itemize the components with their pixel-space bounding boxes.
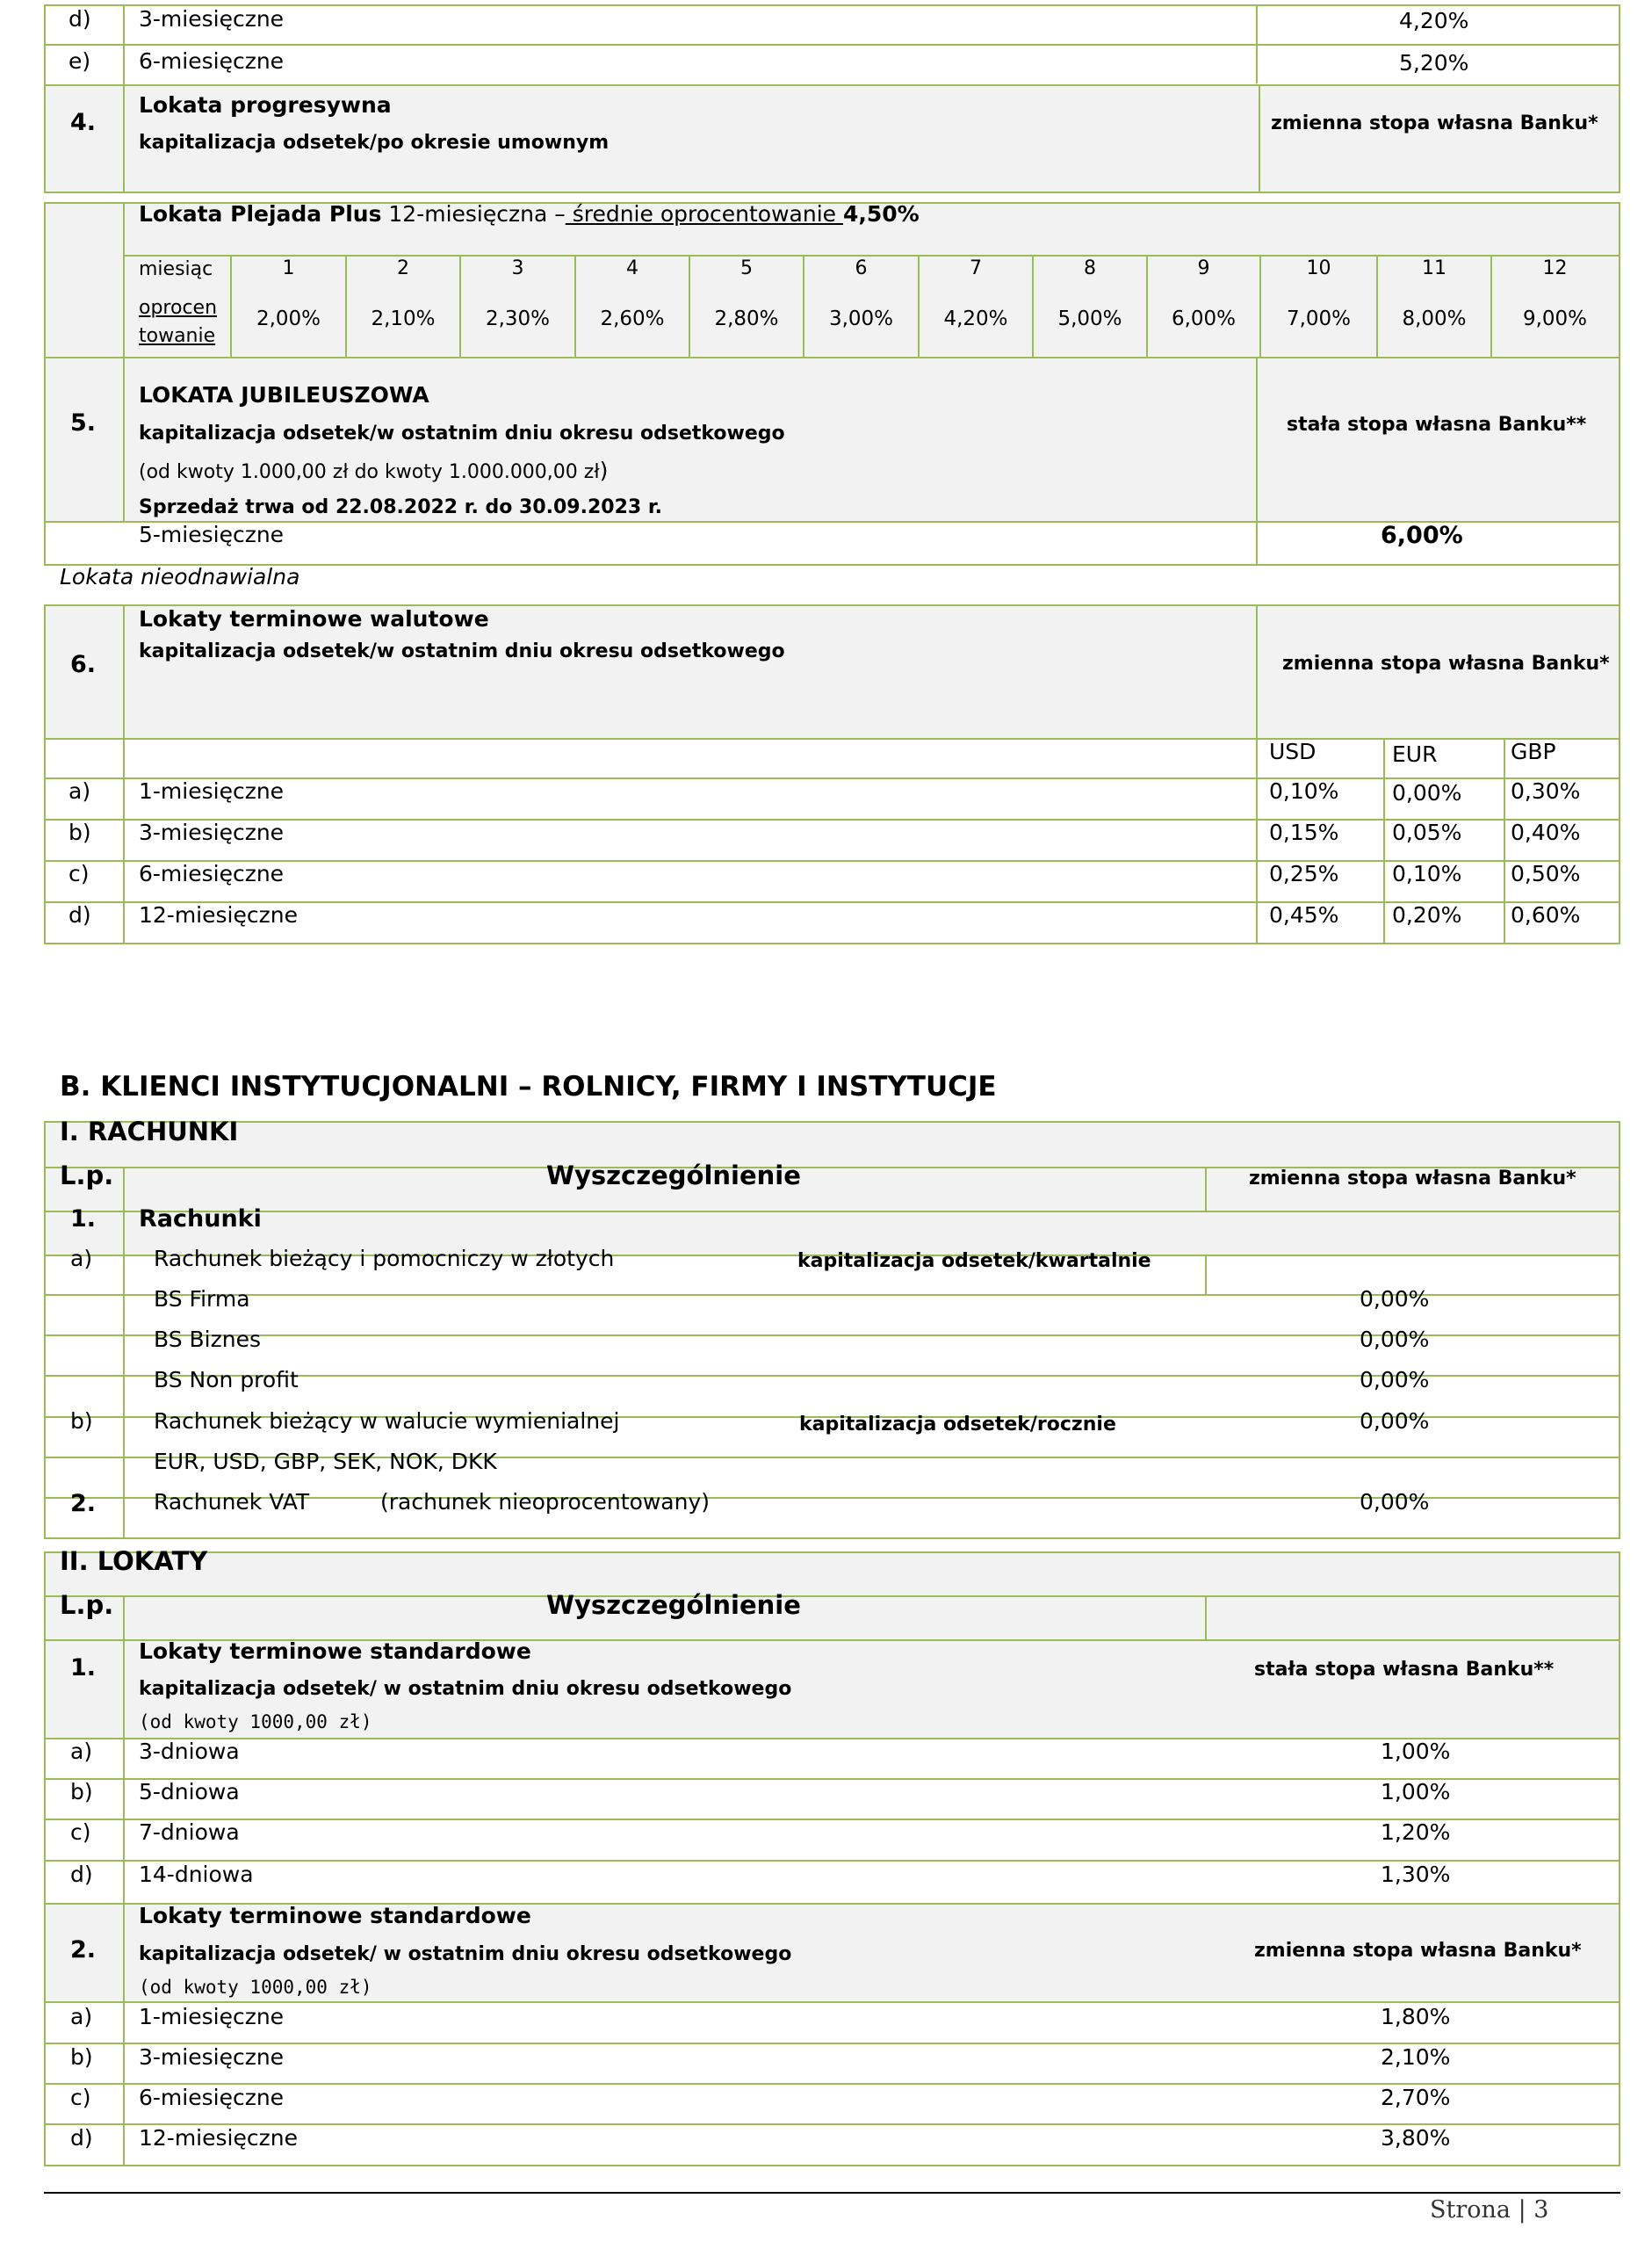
plejada-month: 12 bbox=[1542, 257, 1568, 279]
item6-title: Lokaty terminowe walutowe bbox=[139, 606, 489, 632]
plejada-title-dash: – bbox=[554, 201, 566, 227]
rachunki-heading: I. RACHUNKI bbox=[60, 1117, 239, 1146]
deposit-row-name: 7-dniowa bbox=[139, 1819, 240, 1845]
rachunki-col-rate: zmienna stopa własna Banku* bbox=[1249, 1168, 1576, 1190]
plejada-month: 11 bbox=[1422, 257, 1446, 279]
deposit-row-rate: 2,70% bbox=[1381, 2085, 1451, 2110]
deposit-row-rate: 1,00% bbox=[1381, 1779, 1451, 1804]
plejada-month: 4 bbox=[626, 257, 638, 279]
fx-row-rate: 0,30% bbox=[1511, 778, 1581, 804]
deposit-row-name: 3-miesięczne bbox=[139, 2044, 285, 2070]
item5-range: (od kwoty 1.000,00 zł do kwoty 1.000.000,00 zł) bbox=[139, 458, 609, 483]
lokaty-g2-sub: kapitalizacja odsetek/ w ostatnim dniu okresu odsetkowego bbox=[139, 1943, 792, 1965]
fx-row-rate: 0,45% bbox=[1269, 902, 1339, 928]
plejada-rate: 3,00% bbox=[828, 307, 894, 330]
deposit-row-lp: c) bbox=[70, 1819, 91, 1845]
plejada-rate: 2,30% bbox=[485, 307, 551, 330]
currency-usd: USD bbox=[1269, 739, 1317, 764]
footer-rule bbox=[44, 2192, 1620, 2194]
item5-lp: 5. bbox=[70, 409, 97, 437]
item4-rate-type: zmienna stopa własna Banku* bbox=[1271, 112, 1598, 134]
currency-eur: EUR bbox=[1392, 741, 1438, 767]
deposit-row-name: 5-dniowa bbox=[139, 1779, 240, 1804]
plejada-month: 1 bbox=[282, 257, 295, 279]
rachunki-item2-note: (rachunek nieoprocentowany) bbox=[380, 1489, 711, 1515]
deposit-row-lp: b) bbox=[70, 2044, 93, 2070]
plejada-month: 7 bbox=[970, 257, 982, 279]
fx-row-rate: 0,05% bbox=[1392, 820, 1462, 845]
plejada-rate: 9,00% bbox=[1522, 307, 1588, 330]
rachunki-item1-lp: 1. bbox=[70, 1205, 97, 1233]
deposit-row-rate: 1,20% bbox=[1381, 1819, 1451, 1845]
plejada-title-avg-val: 4,50% bbox=[842, 201, 920, 227]
rachunki-a-name: Rachunek bieżący i pomocniczy w złotych bbox=[154, 1246, 615, 1271]
fx-row-rate: 0,25% bbox=[1269, 861, 1339, 886]
row-e-lp: e) bbox=[69, 48, 91, 74]
lokaty-g1-sub: kapitalizacja odsetek/ w ostatnim dniu okresu odsetkowego bbox=[139, 1678, 792, 1700]
plejada-rate: 2,60% bbox=[600, 307, 665, 330]
plejada-month: 9 bbox=[1197, 257, 1210, 279]
lokaty-col-lp: L.p. bbox=[60, 1590, 114, 1620]
deposit-row-rate: 1,00% bbox=[1381, 1739, 1451, 1764]
deposit-row-rate: 3,80% bbox=[1381, 2125, 1451, 2151]
plejada-month: 10 bbox=[1306, 257, 1331, 279]
rachunki-b-currencies: EUR, USD, GBP, SEK, NOK, DKK bbox=[154, 1449, 497, 1474]
deposit-row-name: 3-dniowa bbox=[139, 1739, 240, 1764]
rachunki-a-row-rate: 0,00% bbox=[1360, 1286, 1430, 1312]
deposit-row-rate: 1,30% bbox=[1381, 1862, 1451, 1887]
item6-lp: 6. bbox=[70, 651, 97, 678]
plejada-month: 2 bbox=[397, 257, 409, 279]
rachunki-item2-lp: 2. bbox=[70, 1490, 97, 1517]
item5-sale: Sprzedaż trwa od 22.08.2022 r. do 30.09.2023 r. bbox=[139, 496, 662, 518]
fx-row-rate: 0,10% bbox=[1392, 861, 1462, 886]
nonrenew-label: Lokata nieodnawialna bbox=[60, 564, 300, 589]
plejada-title-bold: Lokata Plejada Plus bbox=[139, 201, 382, 227]
fx-row-name: 1-miesięczne bbox=[139, 778, 285, 804]
plejada-month: 3 bbox=[511, 257, 524, 279]
item5-title: LOKATA JUBILEUSZOWA bbox=[139, 382, 429, 408]
plejada-month: 8 bbox=[1084, 257, 1096, 279]
deposit-row-lp: b) bbox=[70, 1779, 93, 1804]
plejada-title-avg: średnie oprocentowanie bbox=[565, 201, 843, 227]
plejada-rate: 7,00% bbox=[1286, 307, 1352, 330]
row-d-lp: d) bbox=[69, 6, 91, 32]
deposit-row-lp: a) bbox=[70, 1739, 93, 1764]
item6-sub: kapitalizacja odsetek/w ostatnim dniu okresu odsetkowego bbox=[139, 640, 785, 662]
plejada-rate: 4,20% bbox=[943, 307, 1008, 330]
fx-row-lp: b) bbox=[69, 820, 91, 845]
rachunki-a-row-name: BS Non profit bbox=[154, 1367, 299, 1392]
page-number: Strona | 3 bbox=[1430, 2196, 1549, 2224]
deposit-row-name: 1-miesięczne bbox=[139, 2004, 285, 2029]
row-d-rate: 4,20% bbox=[1399, 8, 1469, 33]
rachunki-col-lp: L.p. bbox=[60, 1161, 114, 1190]
item4-title: Lokata progresywna bbox=[139, 92, 392, 118]
lokaty-g2-title: Lokaty terminowe standardowe bbox=[139, 1903, 531, 1928]
row-e-rate: 5,20% bbox=[1399, 50, 1469, 76]
plejada-rate: 2,00% bbox=[256, 307, 321, 330]
plejada-rate: 2,10% bbox=[371, 307, 436, 330]
plejada-rate: 8,00% bbox=[1402, 307, 1467, 330]
rachunki-item1: Rachunki bbox=[139, 1205, 262, 1233]
fx-row-rate: 0,60% bbox=[1511, 902, 1581, 928]
lokaty-g2-lp: 2. bbox=[70, 1936, 97, 1963]
deposit-row-rate: 1,80% bbox=[1381, 2004, 1451, 2029]
item5-term: 5-miesięczne bbox=[139, 522, 285, 547]
deposit-row-name: 14-dniowa bbox=[139, 1862, 254, 1887]
rachunki-b-cap: kapitalizacja odsetek/rocznie bbox=[799, 1414, 1116, 1435]
item6-rate-type: zmienna stopa własna Banku* bbox=[1282, 653, 1610, 675]
item4-lp: 4. bbox=[70, 109, 97, 136]
lokaty-g2-rate-type: zmienna stopa własna Banku* bbox=[1254, 1940, 1582, 1962]
rachunki-a-row-name: BS Firma bbox=[154, 1286, 250, 1312]
rachunki-item2-rate: 0,00% bbox=[1360, 1489, 1430, 1515]
fx-row-rate: 0,10% bbox=[1269, 778, 1339, 804]
rachunki-a-row-rate: 0,00% bbox=[1360, 1327, 1430, 1352]
section-b-heading: B. KLIENCI INSTYTUCJONALNI – ROLNICY, FIRMY I INSTYTUCJE bbox=[60, 1071, 997, 1103]
fx-row-rate: 0,50% bbox=[1511, 861, 1581, 886]
rachunki-b-rate: 0,00% bbox=[1360, 1408, 1430, 1434]
rachunki-a-lp: a) bbox=[70, 1246, 93, 1271]
currency-gbp: GBP bbox=[1511, 739, 1556, 764]
row-e-name: 6-miesięczne bbox=[139, 48, 285, 74]
plejada-rate: 2,80% bbox=[714, 307, 779, 330]
plejada-rate-label-1: oprocen bbox=[139, 297, 218, 319]
deposit-row-lp: a) bbox=[70, 2004, 93, 2029]
lokaty-heading: II. LOKATY bbox=[60, 1546, 208, 1576]
fx-row-lp: c) bbox=[69, 861, 90, 886]
plejada-rate: 6,00% bbox=[1171, 307, 1237, 330]
lokaty-g1-title: Lokaty terminowe standardowe bbox=[139, 1638, 531, 1664]
deposit-row-lp: d) bbox=[70, 1862, 93, 1887]
rachunki-col-desc: Wyszczególnienie bbox=[546, 1161, 801, 1190]
plejada-title-rest: 12-miesięczna bbox=[381, 201, 555, 227]
rachunki-b-lp: b) bbox=[70, 1408, 93, 1434]
deposit-row-name: 12-miesięczne bbox=[139, 2125, 298, 2151]
fx-row-lp: d) bbox=[69, 902, 91, 928]
fx-row-rate: 0,20% bbox=[1392, 902, 1462, 928]
fx-row-lp: a) bbox=[69, 778, 91, 804]
rachunki-item2: Rachunek VAT bbox=[154, 1489, 310, 1515]
item5-rate: 6,00% bbox=[1381, 522, 1463, 549]
rachunki-b-name: Rachunek bieżący w walucie wymienialnej bbox=[154, 1408, 620, 1434]
deposit-row-lp: d) bbox=[70, 2125, 93, 2151]
item4-sub: kapitalizacja odsetek/po okresie umownym bbox=[139, 132, 610, 154]
plejada-rate: 5,00% bbox=[1057, 307, 1122, 330]
rachunki-a-row-rate: 0,00% bbox=[1360, 1367, 1430, 1392]
fx-row-name: 6-miesięczne bbox=[139, 861, 285, 886]
row-d-name: 3-miesięczne bbox=[139, 6, 285, 32]
item5-sub: kapitalizacja odsetek/w ostatnim dniu okresu odsetkowego bbox=[139, 423, 785, 445]
plejada-month: 6 bbox=[855, 257, 868, 279]
plejada-rate-label-2: towanie bbox=[139, 325, 216, 347]
fx-row-name: 12-miesięczne bbox=[139, 902, 298, 928]
lokaty-col-desc: Wyszczególnienie bbox=[546, 1590, 801, 1620]
rachunki-a-row-name: BS Biznes bbox=[154, 1327, 261, 1352]
lokaty-g1-note: (od kwoty 1000,00 zł) bbox=[139, 1711, 372, 1732]
lokaty-g1-lp: 1. bbox=[70, 1654, 97, 1681]
item5-rate-type: stała stopa własna Banku** bbox=[1287, 414, 1587, 436]
plejada-month: 5 bbox=[740, 257, 753, 279]
deposit-row-name: 6-miesięczne bbox=[139, 2085, 285, 2110]
fx-row-rate: 0,00% bbox=[1392, 780, 1462, 806]
plejada-month-label: miesiąc bbox=[139, 258, 213, 280]
plejada-title bbox=[139, 202, 920, 228]
fx-row-rate: 0,40% bbox=[1511, 820, 1581, 845]
fx-row-rate: 0,15% bbox=[1269, 820, 1339, 845]
rachunki-a-cap: kapitalizacja odsetek/kwartalnie bbox=[797, 1250, 1151, 1272]
lokaty-g1-rate-type: stała stopa własna Banku** bbox=[1254, 1659, 1555, 1681]
fx-row-name: 3-miesięczne bbox=[139, 820, 285, 845]
lokaty-g2-note: (od kwoty 1000,00 zł) bbox=[139, 1977, 372, 1998]
deposit-row-rate: 2,10% bbox=[1381, 2044, 1451, 2070]
deposit-row-lp: c) bbox=[70, 2085, 91, 2110]
